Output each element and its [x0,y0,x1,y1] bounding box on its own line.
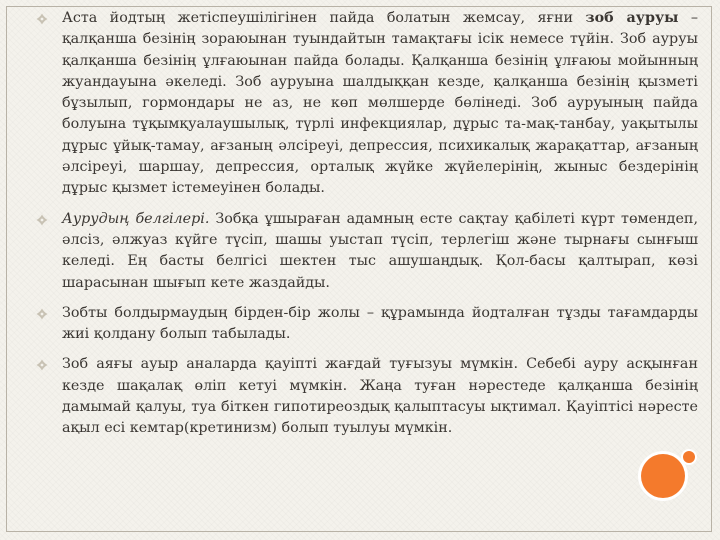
bullet-text: Зобты болдырмаудың бірден-бір жолы – құрамында йодталған тұзды тағамдарды жиі қолдану болып табылады. [62,304,698,343]
decorative-small-orange-circle [683,451,695,463]
fleuron-bullet-icon [36,359,48,371]
bullet-lead-italic: Аурудың белгілері. [62,210,210,227]
bullet-text: Аста йодтың жетіспеушілігінен пайда болатын жемсау, яғни [62,10,586,26]
fleuron-bullet-icon [36,214,48,226]
bullet-item [36,8,698,200]
decorative-orange-circle [641,454,685,498]
bullet-item [36,303,698,346]
fleuron-bullet-icon [36,13,48,25]
bullet-text-continued: – қалқанша безінің зораюынан туындайтын тамақтағы ісік немесе түйін. Зоб ауруы қалқанша безінің ұлғаюынан пайда болады. Қалқанша безінің ұлғаюы мойынның жуандауына әкеледі. Зоб ауруына шалдыққан кезде, қалқанша безінің қызметі бұзылып, гормондары не аз, не көп мөлшерде бөлінеді. Зоб ауруының пайда болуына тұқымқуалаушылық, түрлі инфекциялар, дұрыс та-мақ-танбау, уақытылы дұрыс ұйық-тамау, ағзаның әлсіреуі, депрессия, психикалық жарақаттар, ағзаның әлсіреуі, шаршау, депрессия, орталық жүйке жүйелерінің, жыныс бездерінің дұрыс қызмет істемеуінен болады. [62,10,698,197]
bullet-text: Зобқа ұшыраған адамның есте сақтау қабілеті күрт төмендеп, әлсіз, әлжуаз күйге түсіп, шашы уыстап түсіп, терлегіш және тырнағы сынғыш келеді. Ең басты белгісі шектен тыс ашушаңдық. Қол-басы қалтырап, көзі шарасынан шығып кете жаздайды. [62,210,699,291]
bullet-item [36,209,698,294]
bullet-item [36,354,698,439]
fleuron-bullet-icon [36,308,48,320]
bullet-text: Зоб аяғы ауыр аналарда қауіпті жағдай туғызуы мүмкін. Себебі ауру асқынған кезде шақалақ өліп кетуі мүмкін. Жаңа туған нәрестеде қалқанша безінің дамымай қалуы, туа біткен гипотиреоздық қалыптасуы ықтимал. Қауіптісі нәресте ақыл есі кемтар(кретинизм) болып туылуы мүмкін. [62,356,698,437]
bullet-list [36,8,698,449]
bullet-bold-term: зоб ауруы [585,10,679,26]
